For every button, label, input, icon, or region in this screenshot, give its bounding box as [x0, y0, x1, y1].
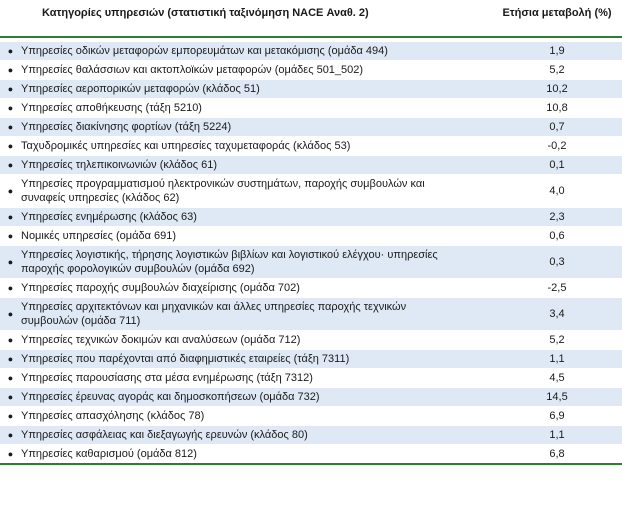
category-label: Υπηρεσίες ενημέρωσης (κλάδος 63) [21, 210, 197, 223]
category-label: Υπηρεσίες απασχόλησης (κλάδος 78) [21, 409, 205, 422]
annual-change-value: 5,2 [549, 64, 565, 76]
table-row [0, 387, 622, 406]
header-category: Κατηγορίες υπηρεσιών (στατιστική ταξινόμηση NACE Αναθ. 2) [42, 7, 369, 19]
bullet-icon: ● [7, 353, 14, 364]
table-row [0, 444, 622, 463]
bullet-icon: ● [7, 448, 14, 459]
table-row [0, 60, 622, 79]
category-label: Υπηρεσίες θαλάσσιων και ακτοπλοϊκών μεταφορών (ομάδες 501_502) [21, 63, 364, 76]
bullet-icon: ● [7, 282, 14, 293]
bullet-icon: ● [7, 159, 14, 170]
category-cell [0, 409, 492, 424]
category-cell [0, 333, 492, 348]
category-label: Υπηρεσίες αποθήκευσης (τάξη 5210) [21, 101, 202, 114]
category-cell [0, 352, 492, 367]
table-row [0, 368, 622, 387]
bullet-icon: ● [7, 45, 14, 56]
category-cell [0, 300, 492, 329]
bullet-icon: ● [7, 256, 14, 267]
category-cell [0, 428, 492, 443]
table-row [0, 136, 622, 155]
category-cell [0, 158, 492, 173]
annual-change-value: 0,1 [549, 159, 565, 171]
category-cell [0, 177, 492, 206]
category-cell [0, 101, 492, 116]
table-row [0, 207, 622, 226]
bullet-icon: ● [7, 102, 14, 113]
bullet-icon: ● [7, 334, 14, 345]
category-cell [0, 447, 492, 462]
bullet-icon: ● [7, 211, 14, 222]
category-label: Υπηρεσίες ασφάλειας και διεξαγωγής ερευνών (κλάδος 80) [21, 428, 308, 441]
table-row [0, 174, 622, 207]
table-row [0, 330, 622, 349]
table-row [0, 41, 622, 60]
bullet-icon: ● [7, 372, 14, 383]
category-cell [0, 44, 492, 59]
annual-change-value: 14,5 [546, 391, 568, 403]
category-cell [0, 229, 492, 244]
annual-change-value: 0,7 [549, 121, 565, 133]
table-row [0, 79, 622, 98]
bullet-icon: ● [7, 308, 14, 319]
table-row [0, 297, 622, 330]
table-row [0, 98, 622, 117]
category-label: Υπηρεσίες παροχής συμβουλών διαχείρισης (ομάδα 702) [21, 281, 300, 294]
category-cell [0, 248, 492, 277]
category-label: Υπηρεσίες παρουσίασης στα μέσα ενημέρωσης (τάξη 7312) [21, 371, 313, 384]
category-label: Υπηρεσίες διακίνησης φορτίων (τάξη 5224) [21, 120, 232, 133]
annual-change-value: 6,9 [549, 410, 565, 422]
table-row [0, 406, 622, 425]
annual-change-value: 6,8 [549, 448, 565, 460]
annual-change-value: 2,3 [549, 211, 565, 223]
category-cell [0, 139, 492, 154]
category-label: Υπηρεσίες αεροπορικών μεταφορών (κλάδος 51) [21, 82, 260, 95]
annual-change-value: 0,6 [549, 230, 565, 242]
category-label: Υπηρεσίες που παρέχονται από διαφημιστικές εταιρείες (τάξη 7311) [21, 352, 350, 365]
bullet-icon: ● [7, 83, 14, 94]
category-cell [0, 63, 492, 78]
category-label: Ταχυδρομικές υπηρεσίες και υπηρεσίες ταχυμεταφοράς (κλάδος 53) [21, 139, 351, 152]
annual-change-value: 10,2 [546, 83, 568, 95]
table-bottom-rule [0, 463, 622, 465]
annual-change-value: 1,1 [549, 429, 565, 441]
table-header [0, 0, 622, 38]
category-label: Υπηρεσίες οδικών μεταφορών εμπορευμάτων και μετακόμισης (ομάδα 494) [21, 44, 388, 57]
category-cell [0, 390, 492, 405]
bullet-icon: ● [7, 429, 14, 440]
category-cell [0, 120, 492, 135]
annual-change-value: -0,2 [547, 140, 567, 152]
category-label: Υπηρεσίες λογιστικής, τήρησης λογιστικών βιβλίων και λογιστικού ελέγχου· υπηρεσίες παροχής φορολογικών συμβουλών (ομάδα 692) [21, 248, 438, 275]
table-row [0, 349, 622, 368]
category-label: Υπηρεσίες τηλεπικοινωνιών (κλάδος 61) [21, 158, 218, 171]
bullet-icon: ● [7, 64, 14, 75]
bullet-icon: ● [7, 391, 14, 402]
table-row [0, 425, 622, 444]
annual-change-value: 5,2 [549, 334, 565, 346]
category-label: Υπηρεσίες τεχνικών δοκιμών και αναλύσεων (ομάδα 712) [21, 333, 301, 346]
header-annual-change: Ετήσια μεταβολή (%) [502, 7, 612, 19]
category-label: Υπηρεσίες προγραμματισμού ηλεκτρονικών συστημάτων, παροχής συμβουλών και συναφείς υπηρεσίες (κλάδος 62) [21, 177, 425, 204]
category-cell [0, 371, 492, 386]
table-row [0, 117, 622, 136]
annual-change-value: -2,5 [547, 282, 567, 294]
annual-change-value: 1,1 [549, 353, 565, 365]
table-row [0, 278, 622, 297]
table-row [0, 245, 622, 278]
category-label: Υπηρεσίες αρχιτεκτόνων και μηχανικών και άλλες υπηρεσίες παροχής τεχνικών συμβουλών (ομάδα 711) [21, 300, 407, 327]
annual-change-value: 10,8 [546, 102, 568, 114]
annual-change-value: 3,4 [549, 308, 565, 320]
annual-change-value: 1,9 [549, 45, 565, 57]
annual-change-value: 4,0 [549, 185, 565, 197]
table-row [0, 226, 622, 245]
category-cell [0, 281, 492, 296]
annual-change-value: 0,3 [549, 256, 565, 268]
category-cell [0, 210, 492, 225]
category-label: Υπηρεσίες καθαρισμού (ομάδα 812) [21, 447, 197, 460]
bullet-icon: ● [7, 410, 14, 421]
category-cell [0, 82, 492, 97]
table-body [0, 41, 622, 463]
bullet-icon: ● [7, 121, 14, 132]
category-label: Υπηρεσίες έρευνας αγοράς και δημοσκοπήσεων (ομάδα 732) [21, 390, 320, 403]
bullet-icon: ● [7, 140, 14, 151]
table-row [0, 155, 622, 174]
annual-change-value: 4,5 [549, 372, 565, 384]
bullet-icon: ● [7, 230, 14, 241]
bullet-icon: ● [7, 185, 14, 196]
category-label: Νομικές υπηρεσίες (ομάδα 691) [21, 229, 177, 242]
